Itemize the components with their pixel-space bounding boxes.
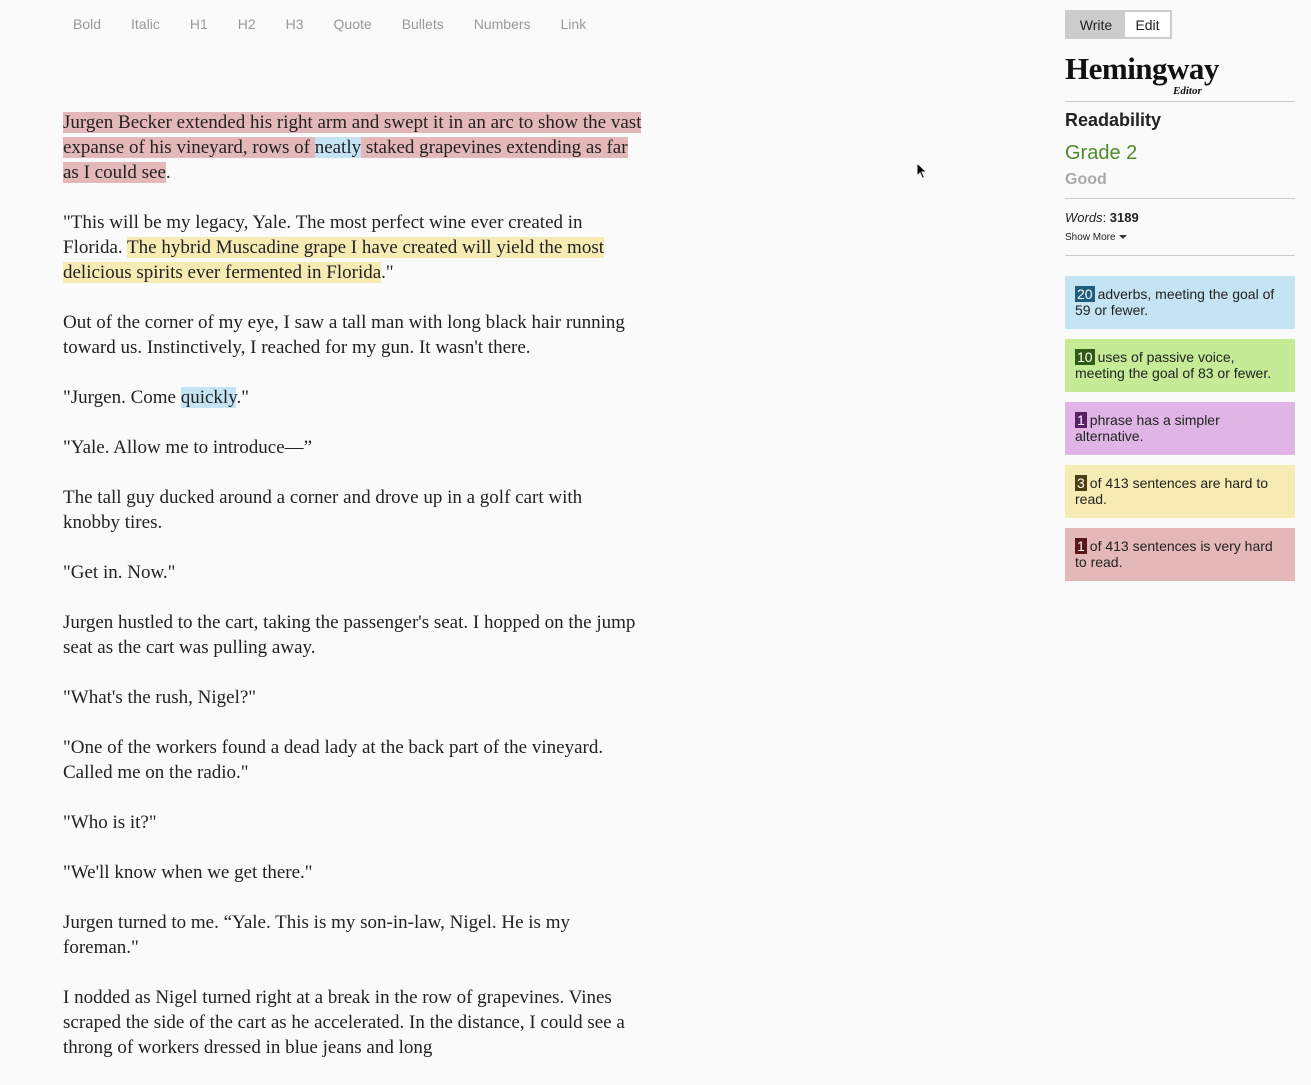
h3-button[interactable]: H3 [276,14,314,34]
numbers-button[interactable]: Numbers [464,14,541,34]
highlight-blue: neatly [314,137,362,158]
paragraph[interactable] [63,985,643,1060]
stat-count: 20 [1077,286,1093,302]
show-more-toggle[interactable] [1065,232,1295,243]
text-segment: "What's the rush, Nigel?" [63,687,257,708]
logo-subtitle: Editor [1173,85,1202,97]
paragraph[interactable] [63,860,643,885]
words-sep: : [1102,210,1110,225]
bullets-button[interactable]: Bullets [392,14,454,34]
stat-count: 10 [1077,349,1093,365]
paragraph[interactable] [63,485,643,535]
paragraph[interactable] [63,735,643,785]
stat-text: adverbs, meeting the goal of 59 or fewer. [1075,286,1275,318]
stat-text: phrase has a simpler alternative. [1075,412,1220,444]
h1-button[interactable]: H1 [180,14,218,34]
text-segment: "Jurgen. Come [63,387,181,408]
paragraph[interactable] [63,385,643,410]
divider [1065,198,1295,199]
mouse-cursor-icon [916,162,928,180]
sidebar [1065,10,1295,591]
hemingway-logo [1065,51,1295,102]
text-segment: "Get in. Now." [63,562,176,583]
write-mode-button[interactable]: Write [1067,12,1125,37]
paragraph[interactable] [63,110,643,185]
stat-count: 1 [1077,412,1085,428]
caret-down-icon [1119,235,1127,239]
text-segment: . [165,162,171,183]
word-count [1065,210,1295,225]
show-more-label: Show More [1065,232,1116,243]
stat-text: of 413 sentences is very hard to read. [1075,538,1273,570]
text-segment: "Who is it?" [63,812,157,833]
stat-card-purple[interactable] [1065,402,1295,455]
highlight-blue: quickly [180,387,237,408]
paragraph[interactable] [63,910,643,960]
divider [1065,255,1295,256]
paragraph[interactable] [63,560,643,585]
h2-button[interactable]: H2 [228,14,266,34]
link-button[interactable]: Link [551,14,597,34]
highlight-red: Jurgen Becker extended his right arm and swept it in an arc to show the vast expanse of his vineyard, rows of [63,112,642,158]
stat-count: 1 [1077,538,1085,554]
highlight-yellow: The hybrid Muscadine grape I have created will yield the most delicious spirits ever fermented in Florida [63,237,604,283]
text-segment: ." [236,387,249,408]
stat-card-blue[interactable] [1065,276,1295,329]
text-segment: "Yale. Allow me to introduce—” [63,437,313,458]
stat-text: uses of passive voice, meeting the goal of 83 or fewer. [1075,349,1272,381]
stat-card-green[interactable] [1065,339,1295,392]
italic-button[interactable]: Italic [121,14,170,34]
paragraph[interactable] [63,610,643,660]
stat-card-yellow[interactable] [1065,465,1295,518]
mode-toggle [1065,10,1172,39]
logo-title: Hemingway [1065,51,1219,86]
stat-text: of 413 sentences are hard to read. [1075,475,1269,507]
text-segment: "We'll know when we get there." [63,862,313,883]
format-toolbar [63,14,606,34]
readability-heading: Readability [1065,110,1162,130]
paragraph[interactable] [63,685,643,710]
words-value: 3189 [1109,210,1139,225]
text-segment: The tall guy ducked around a corner and drove up in a golf cart with knobby tires. [63,487,583,533]
bold-button[interactable]: Bold [63,14,111,34]
readability-rating: Good [1065,171,1107,188]
text-segment: "This will be my legacy, Yale. The most perfect wine ever created in Florida. [63,212,583,258]
stats-cards [1065,276,1295,581]
edit-mode-button[interactable]: Edit [1125,12,1170,37]
stat-count: 3 [1077,475,1085,491]
words-label: Words [1065,210,1103,225]
text-segment: Jurgen hustled to the cart, taking the passenger's seat. I hopped on the jump seat as the cart was pulling away. [63,612,636,658]
text-segment: Jurgen turned to me. “Yale. This is my son-in-law, Nigel. He is my foreman." [63,912,570,958]
highlight-red: staked grapevines extending as far as I could see [63,137,628,183]
grade-level: Grade 2 [1065,142,1138,164]
text-segment: "One of the workers found a dead lady at the back part of the vineyard. Called me on the radio." [63,737,604,783]
quote-button[interactable]: Quote [324,14,382,34]
text-editor[interactable] [63,110,643,1085]
paragraph[interactable] [63,310,643,360]
stat-card-red[interactable] [1065,528,1295,581]
paragraph[interactable] [63,435,643,460]
paragraph[interactable] [63,210,643,285]
text-segment: I nodded as Nigel turned right at a break in the row of grapevines. Vines scraped the side of the cart as he accelerated. In the distance, I could see a throng of workers dressed in blue jeans and long [63,987,625,1058]
text-segment: ." [381,262,394,283]
paragraph[interactable] [63,810,643,835]
text-segment: Out of the corner of my eye, I saw a tall man with long black hair running toward us. Instinctively, I reached for my gun. It wasn't there. [63,312,625,358]
